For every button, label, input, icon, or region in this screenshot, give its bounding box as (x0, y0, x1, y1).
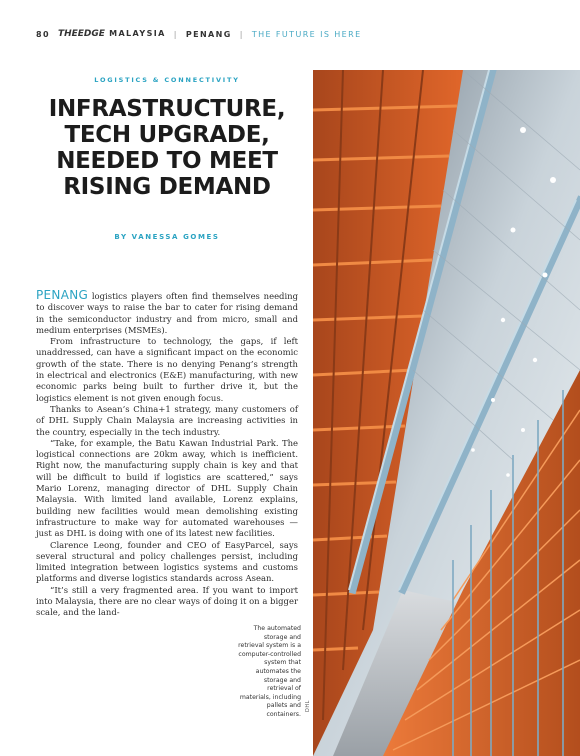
article-paragraph (36, 290, 298, 336)
article-byline: BY VANESSA GOMES (114, 233, 220, 241)
article-headline: INFRASTRUCTURE, TECH UPGRADE, NEEDED TO MEET RISING DEMAND (48, 96, 286, 200)
page-header (36, 26, 560, 42)
warehouse-photo (313, 70, 580, 756)
article-paragraph: From infrastructure to technology, the gaps, if left unaddressed, can have a significant impact on the economic growth of the state. There is no denying Penang’s strength in electrical and electronics (E&E) manufacturing, with new economic parks being built to further drive it, but the logistics element is not given enough focus. (36, 336, 298, 403)
paragraph-text: logistics players often find themselves needing to discover ways to raise the bar to cater for rising demand in the semiconductor industry and from micro, small and medium enterprises (MSMEs). (36, 291, 298, 335)
photo-credit: DHL (305, 700, 311, 712)
article-paragraph: “Take, for example, the Batu Kawan Industrial Park. The logistical connections are 20km away, which is inefficient. Right now, the manufacturing supply chain is key and that will be difficult to build if logistics are scattered,” says Mario Lorenz, managing director of DHL Supply Chain Malaysia. With limited land available, Lorenz explains, building new facilities would mean demolishing existing infrastructure to make way for automated warehouses — just as DHL is doing with one of its latest new facilities. (36, 437, 298, 539)
header-separator: | (173, 29, 178, 39)
lead-word: PENANG (36, 288, 89, 302)
brand-the: THE (57, 29, 78, 39)
article-paragraph: “It’s still a very fragmented area. If you want to import into Malaysia, there are no clear ways of doing it on a bigger scale, and the land- (36, 584, 298, 618)
article-kicker: LOGISTICS & CONNECTIVITY (94, 76, 240, 84)
section-name: PENANG (185, 29, 232, 39)
brand-country: MALAYSIA (109, 29, 166, 38)
publication-logo (58, 29, 166, 39)
page-number: 80 (36, 29, 50, 39)
header-separator-2: | (239, 29, 244, 39)
brand-edge: EDGE (77, 29, 105, 39)
warehouse-illustration (313, 70, 580, 756)
photo-caption: The automated storage and retrieval system is a computer-controlled system that automates the storage and retrieval of materials, including pallets and containers. (238, 625, 301, 718)
article-paragraph: Thanks to Asean’s China+1 strategy, many customers of of DHL Supply Chain Malaysia are increasing activities in the country, especially in the tech industry. (36, 403, 298, 437)
section-tagline: THE FUTURE IS HERE (251, 29, 362, 39)
article-body (36, 290, 298, 619)
article-paragraph: Clarence Leong, founder and CEO of EasyParcel, says several structural and policy challenges persist, including limited integration between logistics systems and customs platforms and diverse logistics standards across Asean. (36, 539, 298, 584)
